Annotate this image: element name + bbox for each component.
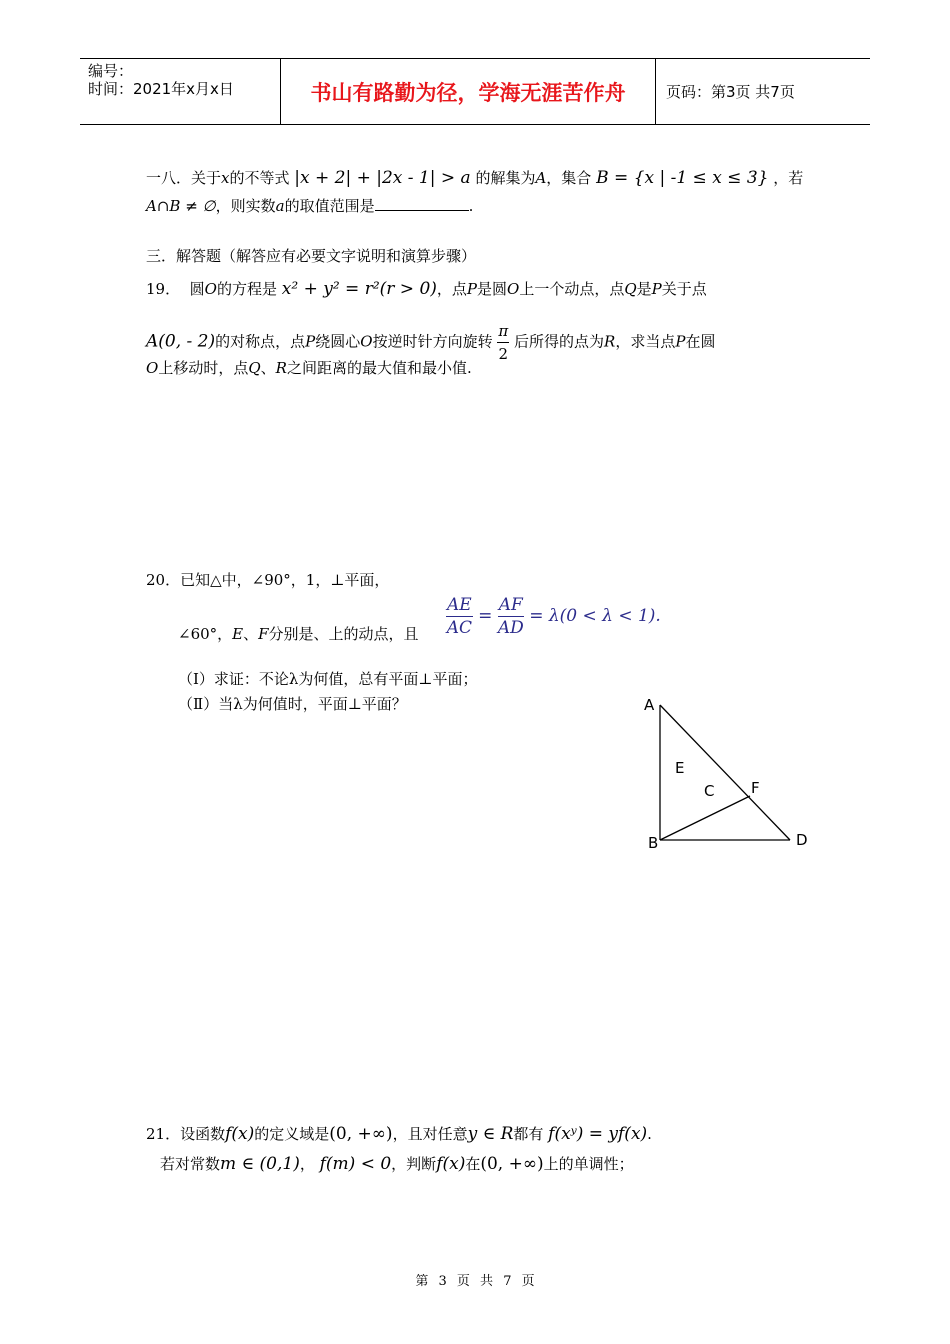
q18-line2: A∩B ≠ ∅，则实数a的取值范围是 . <box>146 197 474 215</box>
q20-part2: （Ⅱ）当λ为何值时，平面⊥平面？ <box>178 695 407 713</box>
label-d: D <box>796 831 808 849</box>
q19-equation: x² + y² = r²(r > 0) <box>281 279 437 299</box>
motto: 书山有路勤为径，学海无涯苦作舟 <box>281 59 656 124</box>
q19-line3: O上移动时，点Q、R之间距离的最大值和最小值. <box>146 359 472 377</box>
q21-functional-equation: f(xʸ) = yf(x) <box>548 1124 648 1144</box>
page-label: 页码：第3页 共7页 <box>666 83 795 101</box>
label-e: E <box>675 759 685 777</box>
q20-part1: （Ⅰ）求证：不论λ为何值，总有平面⊥平面； <box>178 670 478 688</box>
q20-line1: 20．已知△中，∠90°，1，⊥平面， <box>146 571 390 589</box>
segment-bf <box>660 796 750 840</box>
pi-over-2: $\frac{\pi}{2}$ <box>498 322 509 363</box>
triangle-figure <box>630 690 830 860</box>
label-f: F <box>751 779 760 797</box>
q21-line1: 21．设函数f(x)的定义域是(0, +∞)，且对任意y ∈ R都有 f(xʸ) = yf(x). <box>146 1124 652 1144</box>
q18-inequality: |x + 2| + |2x - 1| > a <box>294 168 471 188</box>
section-title: 三．解答题（解答应有必要文字说明和演算步骤） <box>146 247 477 265</box>
q18-line1: 一八．关于x的不等式 |x + 2| + |2x - 1| > a 的解集为A，集合 B = {x | -1 ≤ x ≤ 3} ，若 <box>146 168 804 188</box>
q18-set-b: B = {x | -1 ≤ x ≤ 3} <box>596 168 769 188</box>
q21-line2: 若对常数m ∈ (0,1)， f(m) < 0，判断f(x)在(0, +∞)上的单调性； <box>160 1154 634 1174</box>
number-label: 编号： <box>88 62 134 80</box>
page-footer: 第 3 页 共 7 页 <box>415 1274 535 1289</box>
q19-line2: A(0, - 2)的对称点，点P绕圆心O按逆时针方向旋转 $\frac{\pi}{2}$ 后所得的点为R，求当点P在圆 <box>146 322 716 363</box>
label-a: A <box>644 696 655 714</box>
q20-line2: ∠60°，E、F分别是、上的动点，且 <box>178 625 419 643</box>
answer-blank <box>375 196 469 211</box>
label-c: C <box>704 782 715 800</box>
q19-line1: 19． 圆O的方程是 x² + y² = r²(r > 0)，点P是圆O上一个动点，点Q是P关于点 <box>146 279 707 299</box>
header-left <box>80 59 281 124</box>
label-b: B <box>648 834 659 852</box>
q20-ratio: $\frac{AE}{AC}$ = $\frac{AF}{AD}$ = λ(0 < λ < 1). <box>446 595 661 638</box>
page-header <box>80 58 870 125</box>
time-label: 时间：2021年x月x日 <box>88 80 234 98</box>
